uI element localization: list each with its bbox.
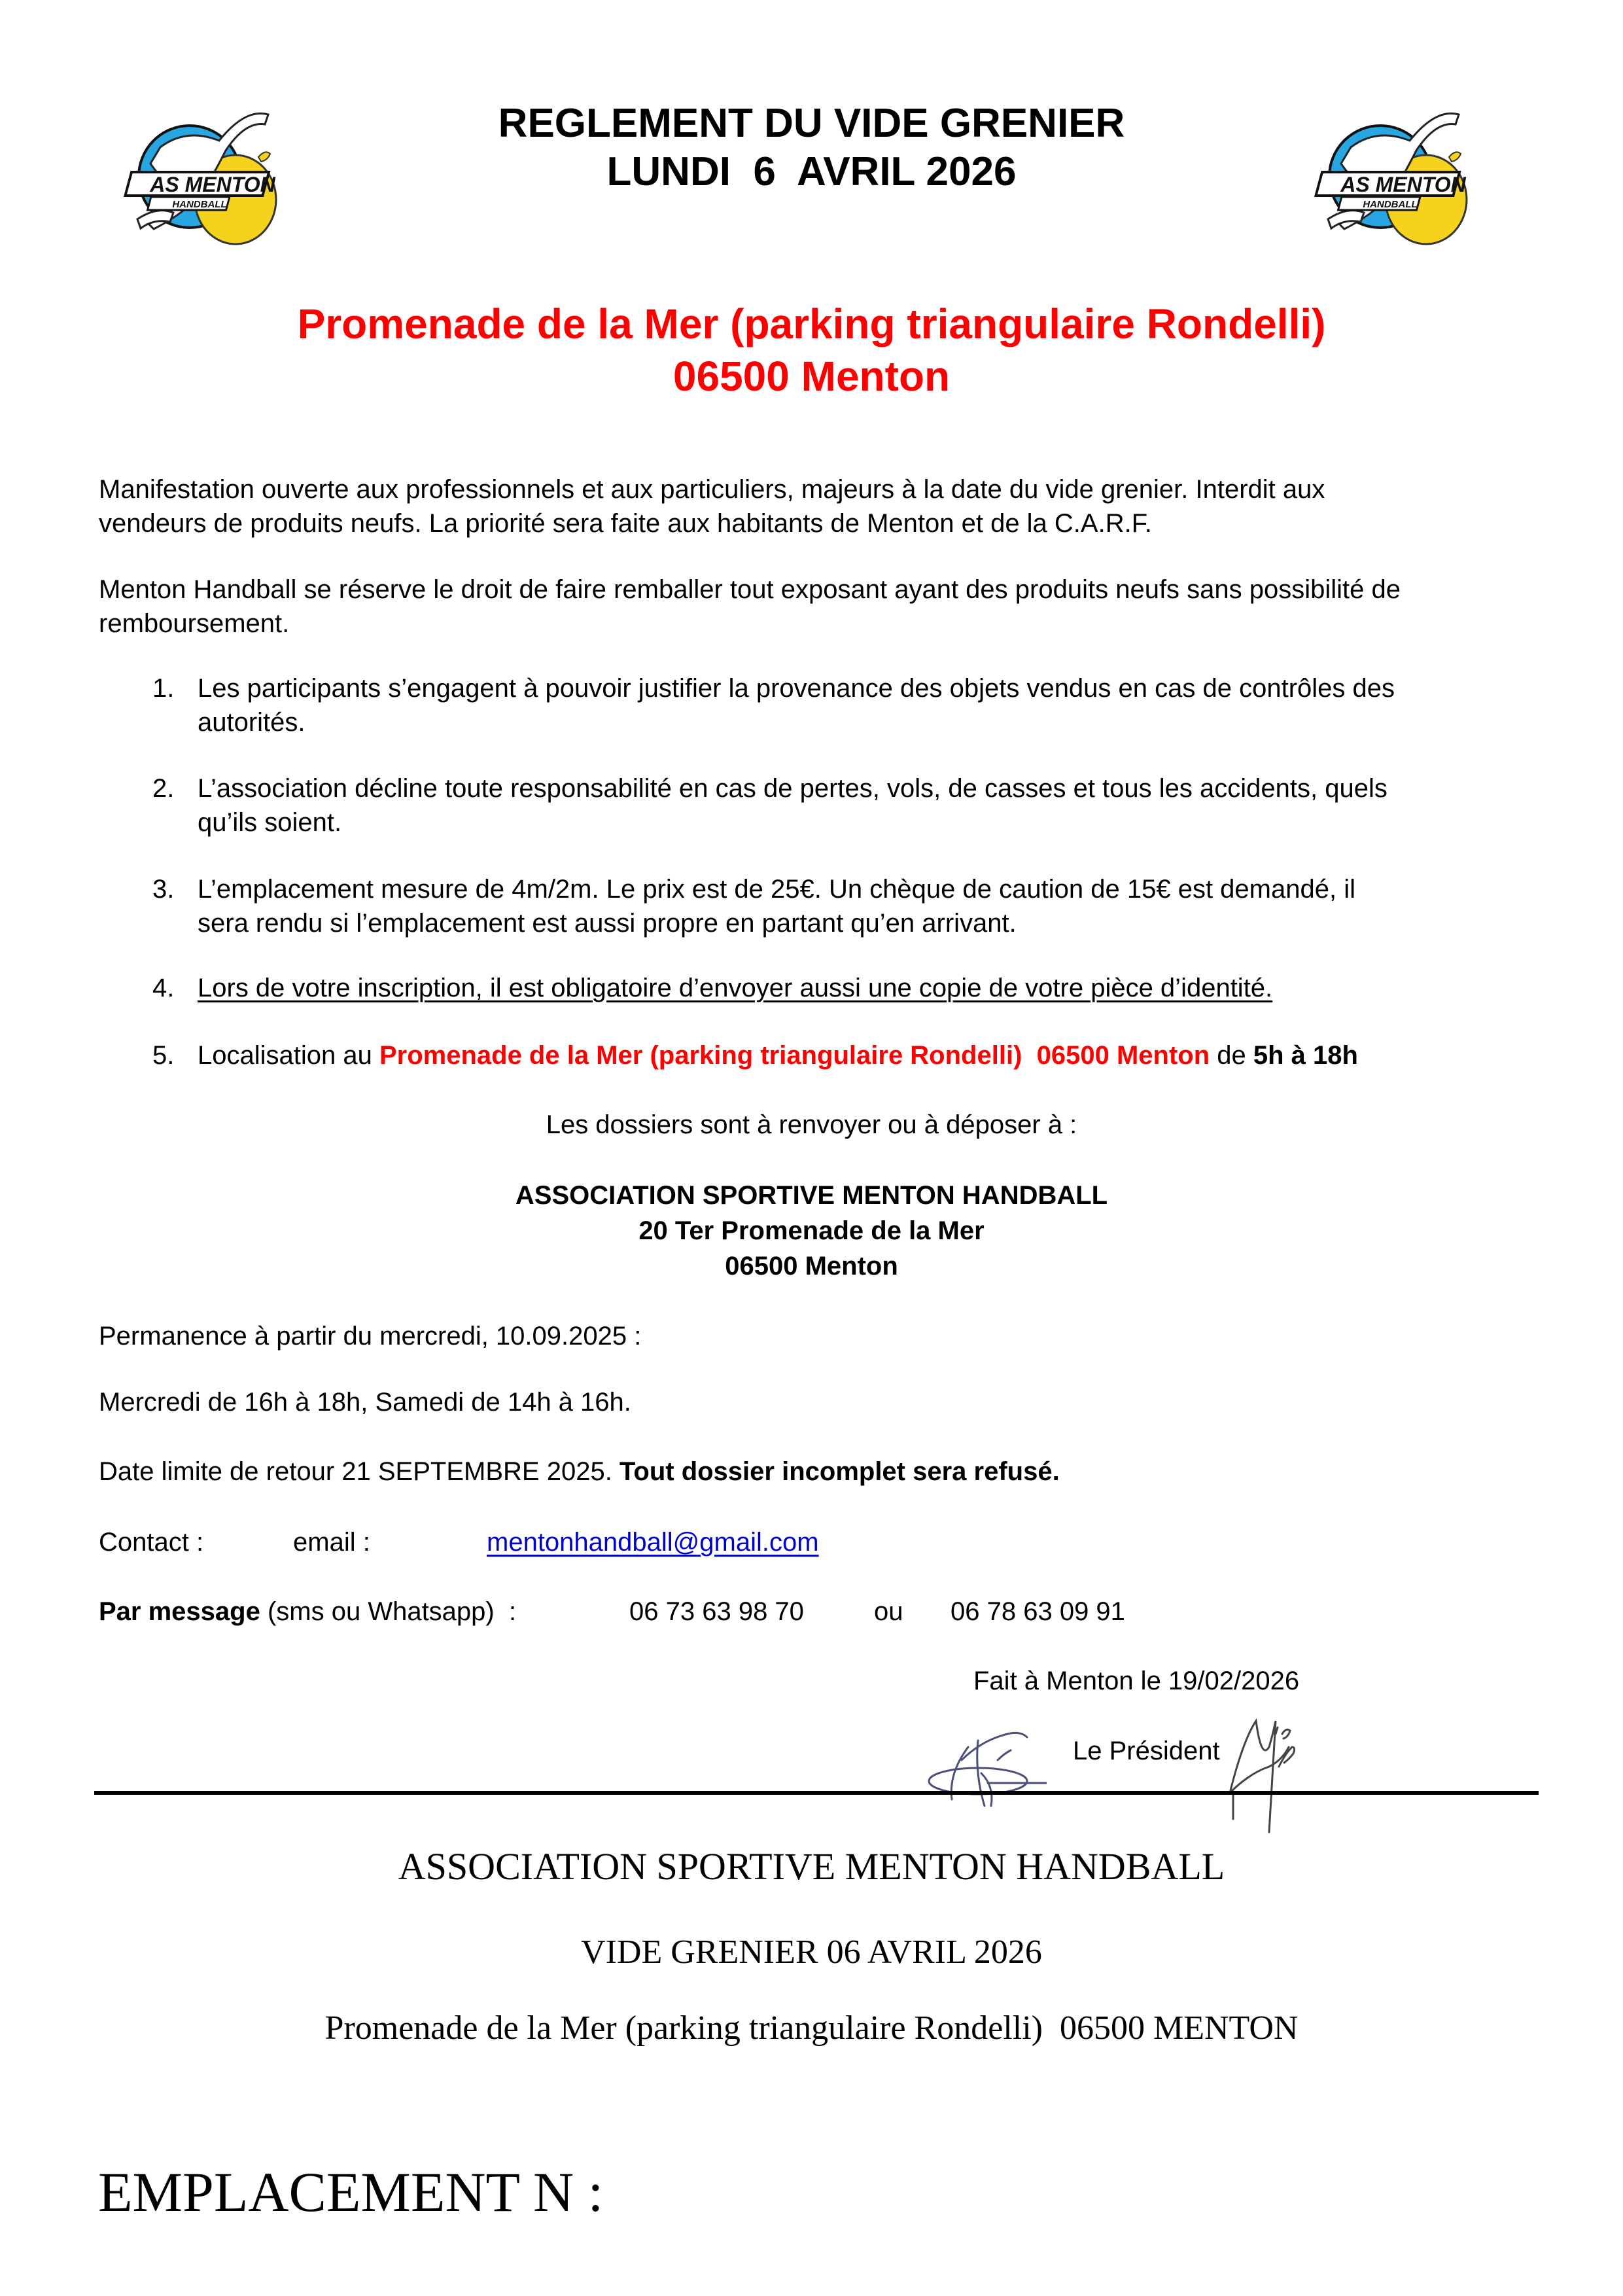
- cut-separator-line: [94, 1791, 1539, 1795]
- rule-item-3: [99, 872, 1538, 944]
- slip-location: Promenade de la Mer (parking triangulaire Rondelli) 06500 MENTON: [324, 2009, 1299, 2047]
- rule-text: [198, 671, 1526, 739]
- svg-text:AS MENTON: AS MENTON: [150, 173, 275, 196]
- rule-text: [198, 872, 1526, 940]
- message-label: Par message: [99, 1597, 260, 1626]
- rule-number: 4.: [152, 974, 175, 1002]
- svg-text:HANDBALL: HANDBALL: [172, 199, 227, 210]
- rule-text-line-1: L’emplacement mesure de 4m/2m. Le prix est de 25€. Un chèque de caution de 15€ est demandé, il: [198, 875, 1355, 904]
- deadline-date: Date limite de retour 21 SEPTEMBRE 2025.: [99, 1457, 620, 1486]
- rule-item-1: [99, 671, 1538, 743]
- message-contact-label: [99, 1595, 516, 1629]
- intro-paragraph-2-line-2: remboursement.: [99, 609, 290, 638]
- signature-2-icon: [1217, 1714, 1361, 1839]
- title-line-1: REGLEMENT DU VIDE GRENIER: [498, 101, 1125, 146]
- rule-opening-hours: 5h à 18h: [1253, 1041, 1358, 1070]
- message-channels: (sms ou Whatsapp) :: [260, 1597, 517, 1626]
- submission-street: 20 Ter Promenade de la Mer: [638, 1216, 985, 1245]
- permanence-text: Permanence à partir du mercredi, 10.09.2025 :: [99, 1322, 642, 1351]
- document-title: [0, 99, 1623, 196]
- signatory-role: Le Président: [1073, 1737, 1220, 1765]
- email-label: email :: [293, 1528, 370, 1557]
- email-link[interactable]: mentonhandball@gmail.com: [487, 1528, 819, 1557]
- rule-text-underlined: Lors de votre inscription, il est obligatoire d’envoyer aussi une copie de votre pièce d’identité.: [198, 974, 1273, 1002]
- rule-text: [198, 971, 1526, 1005]
- rule-number: 2.: [152, 774, 175, 803]
- rule-number: 1.: [152, 674, 175, 703]
- rule-number: 5.: [152, 1041, 175, 1070]
- slip-org-name: ASSOCIATION SPORTIVE MENTON HANDBALL: [398, 1845, 1225, 1888]
- location-heading: [0, 298, 1623, 402]
- location-heading-line-1: Promenade de la Mer (parking triangulaire Rondelli): [297, 300, 1326, 347]
- phone-number-2[interactable]: 06 78 63 09 91: [951, 1597, 1125, 1626]
- title-line-2: LUNDI 6 AVRIL 2026: [606, 149, 1017, 194]
- submission-address-block: [0, 1178, 1623, 1284]
- rule-text: [198, 771, 1526, 839]
- permanence-hours: Mercredi de 16h à 18h, Samedi de 14h à 16h.: [99, 1388, 631, 1417]
- svg-text:AS MENTON: AS MENTON: [1340, 173, 1466, 196]
- rule-text-line-2: qu’ils soient.: [198, 808, 342, 837]
- intro-paragraph-1-line-1: Manifestation ouverte aux professionnels et aux particuliers, majeurs à la date du vide grenier. Interdit aux: [99, 475, 1325, 504]
- rule-item-4: [99, 971, 1538, 1010]
- submission-org-name: ASSOCIATION SPORTIVE MENTON HANDBALL: [515, 1181, 1108, 1210]
- rule-location-highlight: Promenade de la Mer (parking triangulaire Rondelli) 06500 Menton: [379, 1041, 1210, 1070]
- rule-item-5: [99, 1038, 1538, 1078]
- slip-event-title: VIDE GRENIER 06 AVRIL 2026: [581, 1934, 1042, 1971]
- deadline-text: [99, 1455, 1060, 1489]
- location-heading-line-2: 06500 Menton: [672, 353, 951, 400]
- rule-text-line-1: L’association décline toute responsabilité en cas de pertes, vols, de casses et tous les accidents, quels: [198, 774, 1387, 803]
- rule-text-line-1: Les participants s’engagent à pouvoir justifier la provenance des objets vendus en cas de contrôles des: [198, 674, 1395, 703]
- intro-paragraph-1: [99, 472, 1551, 540]
- intro-paragraph-1-line-2: vendeurs de produits neufs. La priorité sera faite aux habitants de Menton et de la C.A.R.F.: [99, 509, 1152, 538]
- deadline-warning: Tout dossier incomplet sera refusé.: [619, 1457, 1060, 1486]
- contact-label: Contact :: [99, 1528, 204, 1557]
- rule-text-line-2: autorités.: [198, 708, 305, 737]
- rule-text: [198, 1038, 1526, 1072]
- rule-text-line-2: sera rendu si l’emplacement est aussi propre en partant qu’en arrivant.: [198, 909, 1017, 938]
- submission-intro: Les dossiers sont à renvoyer ou à déposer à :: [546, 1110, 1077, 1139]
- rule-item-2: [99, 771, 1538, 843]
- submission-city: 06500 Menton: [725, 1252, 898, 1280]
- signature-1-icon: [916, 1721, 1047, 1826]
- svg-text:HANDBALL: HANDBALL: [1363, 199, 1418, 210]
- intro-paragraph-2: [99, 573, 1551, 641]
- rule-location-prefix: Localisation au: [198, 1041, 379, 1070]
- rule-number: 3.: [152, 875, 175, 904]
- intro-paragraph-2-line-1: Menton Handball se réserve le droit de faire remballer tout exposant ayant des produits neufs sans possibilité de: [99, 575, 1401, 604]
- slip-emplacement-number-label: EMPLACEMENT N :: [98, 2161, 604, 2223]
- phone-separator: ou: [874, 1597, 903, 1626]
- place-and-date: Fait à Menton le 19/02/2026: [973, 1667, 1300, 1695]
- phone-number-1[interactable]: 06 73 63 98 70: [629, 1597, 804, 1626]
- rule-location-middle: de: [1210, 1041, 1253, 1070]
